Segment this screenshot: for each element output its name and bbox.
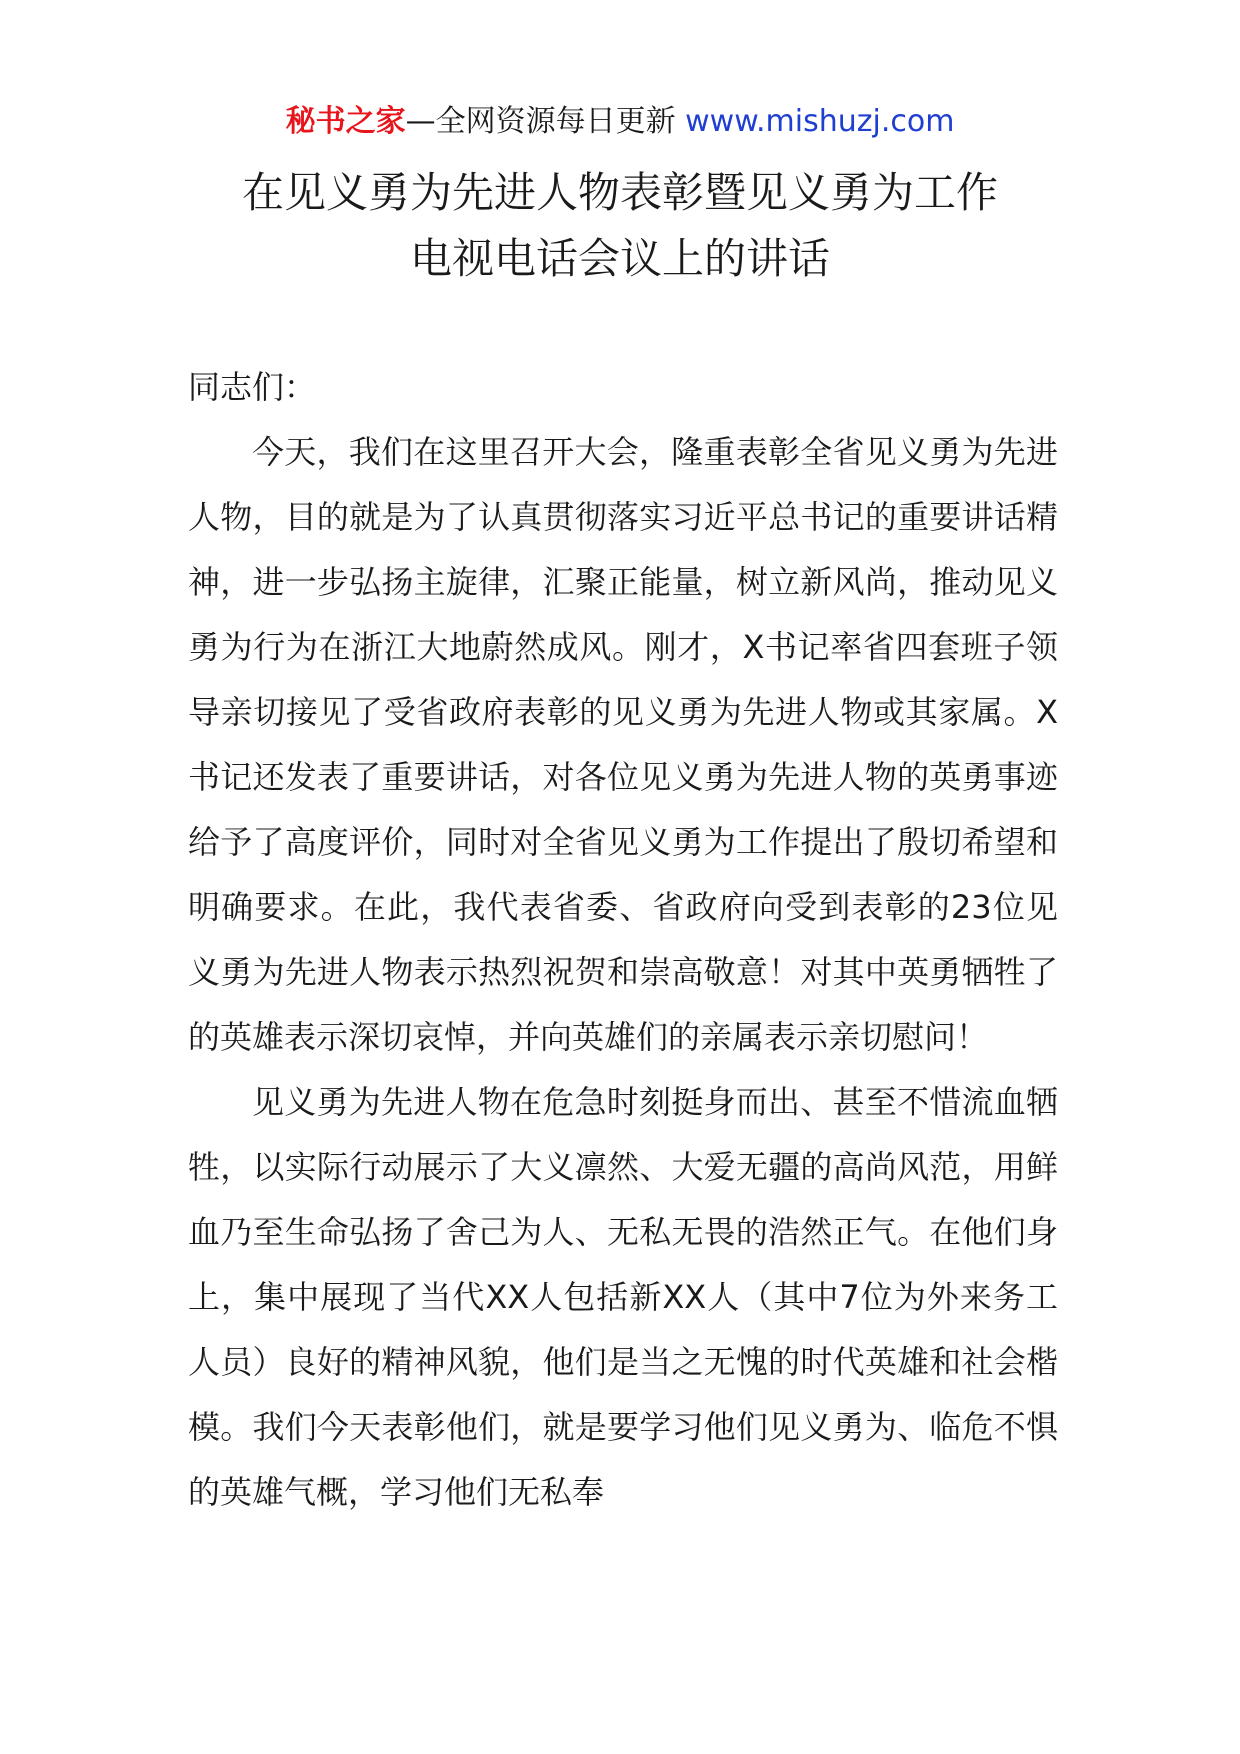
- body-paragraph-2: 见义勇为先进人物在危急时刻挺身而出、甚至不惜流血牺牲，以实际行动展示了大义凛然、大爱无疆的高尚风范，用鲜血乃至生命弘扬了舍己为人、无私无畏的浩然正气。在他们身上，集中展现了当代XX人包括新XX人（其中7位为外来务工人员）良好的精神风貌，他们是当之无愧的时代英雄和社会楷模。我们今天表彰他们，就是要学习他们见义勇为、临危不惧的英雄气概，学习他们无私奉: [188, 1083, 1058, 1511]
- header-site-link[interactable]: www.mishuzj.com: [685, 104, 955, 139]
- body-paragraph-1: 今天，我们在这里召开大会，隆重表彰全省见义勇为先进人物，目的就是为了认真贯彻落实习近平总书记的重要讲话精神，进一步弘扬主旋律，汇聚正能量，树立新风尚，推动见义勇为行为在浙江大地蔚然成风。刚才，X书记率省四套班子领导亲切接见了受省政府表彰的见义勇为先进人物或其家属。X书记还发表了重要讲话，对各位见义勇为先进人物的英勇事迹给予了高度评价，同时对全省见义勇为工作提出了殷切希望和明确要求。在此，我代表省委、省政府向受到表彰的23位见义勇为先进人物表示热烈祝贺和崇高敬意！对其中英勇牺牲了的英雄表示深切哀悼，并向英雄们的亲属表示亲切慰问！: [188, 433, 1058, 1056]
- document-body: [188, 355, 1058, 1525]
- header-brand: 秘书之家: [285, 104, 406, 139]
- document-title: [150, 160, 1090, 292]
- salutation: 同志们：: [188, 368, 317, 406]
- header-tagline: —全网资源每日更新: [405, 104, 686, 139]
- title-line-1: 在见义勇为先进人物表彰暨见义勇为工作: [241, 168, 998, 217]
- title-line-2: 电视电话会议上的讲话: [409, 234, 830, 283]
- page-header: [0, 100, 1240, 144]
